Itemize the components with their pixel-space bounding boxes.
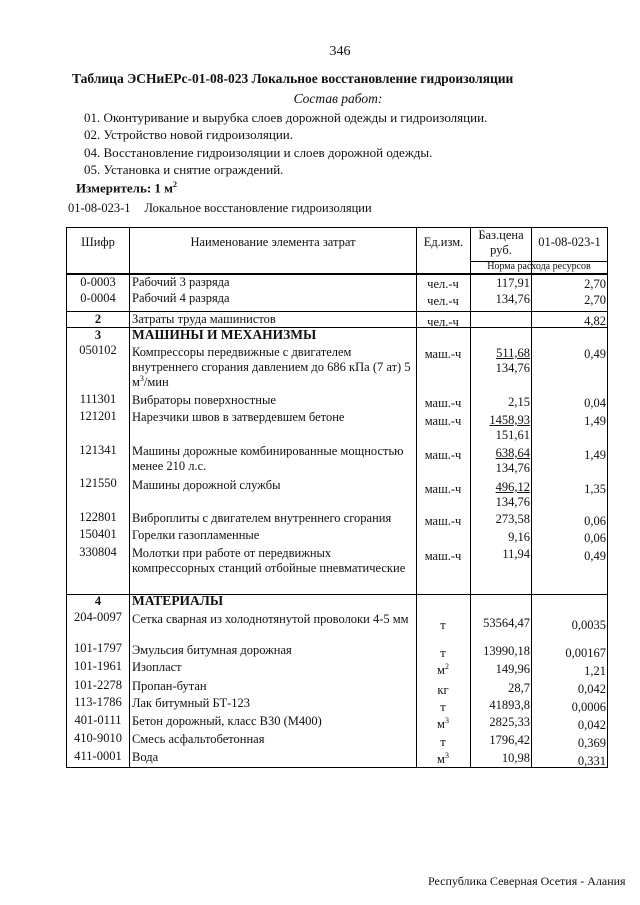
row-unit-sup: 3	[444, 715, 449, 725]
header-name: Наименование элемента затрат	[190, 235, 356, 249]
row-price: 117,91	[496, 276, 530, 290]
header-norm: 01-08-023-1	[538, 235, 601, 249]
row-unit: чел.-ч	[427, 277, 459, 291]
header-code: Шифр	[81, 235, 115, 249]
row-price: 511,68	[496, 346, 530, 360]
row-code: 113-1786	[74, 695, 122, 709]
row-code: 101-1961	[74, 659, 122, 673]
row-price: 53564,47	[483, 616, 530, 630]
row-unit: маш.-ч	[424, 549, 462, 563]
row-name: Эмульсия битумная дорожная	[132, 643, 292, 657]
row-norm: 1,49	[584, 448, 606, 462]
row-name: Сетка сварная из холоднотянутой проволоки 4-5 мм	[132, 612, 409, 626]
row-price: 9,16	[508, 530, 530, 544]
row-price: 2,15	[508, 395, 530, 409]
row-price-secondary: 134,76	[495, 461, 530, 475]
footer-region: Республика Северная Осетия - Алания	[428, 874, 626, 888]
header-price-line2: руб.	[490, 243, 512, 257]
row-norm: 2,70	[584, 293, 606, 307]
row-code: 401-0111	[74, 713, 122, 727]
section-title: МАШИНЫ И МЕХАНИЗМЫ	[132, 327, 317, 342]
row-code: 150401	[79, 527, 117, 541]
table-title: Таблица ЭСНиЕРс-01-08-023 Локальное восстановление гидроизоляции	[72, 71, 514, 86]
row-code: 111301	[79, 392, 117, 406]
row-price-secondary: 134,76	[495, 495, 530, 509]
row-price-secondary: 151,61	[495, 428, 530, 442]
row-unit: маш.-ч	[424, 396, 462, 410]
row-price: 41893,8	[489, 698, 530, 712]
row-norm: 0,06	[584, 514, 606, 528]
section-code: 4	[94, 594, 102, 608]
row-name: Машины дорожной службы	[132, 478, 281, 492]
row-price: 134,76	[495, 292, 530, 306]
row-name: Смесь асфальтобетонная	[132, 732, 265, 746]
row-code: 330804	[79, 545, 117, 559]
composition-heading: Состав работ:	[293, 91, 383, 106]
measure-unit	[76, 180, 177, 196]
row-code: 204-0097	[74, 610, 122, 624]
row-code: 2	[94, 312, 102, 326]
operation-item: 01. Оконтуривание и вырубка слоев дорожной одежды и гидроизоляции.	[84, 110, 488, 125]
row-unit: т	[440, 646, 446, 660]
operation-item: 05. Установка и снятие ограждений.	[84, 162, 284, 177]
row-norm: 0,042	[577, 682, 606, 696]
row-price: 28,7	[508, 681, 530, 695]
row-name: Затраты труда машинистов	[132, 312, 276, 326]
header-price-line1: Баз.цена	[478, 228, 524, 242]
row-unit-text: м	[437, 717, 445, 731]
row-code: 050102	[79, 343, 117, 357]
row-unit: чел.-ч	[427, 294, 459, 308]
row-unit: маш.-ч	[424, 448, 462, 462]
section-title: МАТЕРИАЛЫ	[132, 593, 224, 608]
row-norm: 0,042	[577, 718, 606, 732]
row-name-text: Компрессоры передвижные с двигателем внутреннего сгорания давлением до 686 кПа (7 ат) 5 м	[132, 345, 411, 389]
operation-item: 02. Устройство новой гидроизоляции.	[84, 127, 294, 142]
row-price-secondary: 134,76	[495, 361, 530, 375]
row-norm: 1,21	[584, 664, 606, 678]
code-line-text: Локальное восстановление гидроизоляции	[144, 201, 372, 215]
row-norm: 0,49	[584, 347, 606, 361]
row-name: Рабочий 3 разряда	[132, 275, 230, 289]
row-unit: т	[440, 735, 446, 749]
row-norm: 0,369	[577, 736, 606, 750]
row-name: Лак битумный БТ-123	[132, 696, 251, 710]
row-unit: маш.-ч	[424, 347, 462, 361]
row-name: Машины дорожные комбинированные мощностью менее 210 л.с.	[132, 444, 404, 473]
code-line-code: 01-08-023-1	[68, 201, 131, 215]
row-norm: 2,70	[584, 277, 606, 291]
row-norm: 0,49	[584, 549, 606, 563]
row-unit: т	[440, 700, 446, 714]
row-name: Вибраторы поверхностные	[132, 393, 276, 407]
row-unit: кг	[437, 683, 449, 697]
code-line	[68, 201, 372, 216]
row-price: 10,98	[501, 751, 530, 765]
row-price: 149,96	[495, 662, 530, 676]
row-code: 410-9010	[74, 731, 122, 745]
section-code: 3	[94, 328, 102, 342]
row-unit-sup: 3	[444, 750, 449, 760]
row-code: 121341	[79, 443, 117, 457]
row-code: 121550	[79, 476, 117, 490]
row-norm: 0,0006	[571, 700, 606, 714]
row-code: 122801	[79, 510, 117, 524]
header-unit: Ед.изм.	[423, 235, 464, 249]
row-name	[130, 345, 417, 390]
row-code: 121201	[79, 409, 117, 423]
row-name: Бетон дорожный, класс В30 (М400)	[132, 714, 322, 728]
row-name: Горелки газопламенные	[132, 528, 260, 542]
row-price: 11,94	[502, 547, 530, 561]
row-norm: 0,331	[577, 754, 606, 768]
row-name: Рабочий 4 разряда	[132, 291, 230, 305]
row-price: 638,64	[495, 446, 530, 460]
operation-item: 04. Восстановление гидроизоляции и слоев дорожной одежды.	[84, 145, 433, 160]
row-unit: маш.-ч	[424, 514, 462, 528]
row-unit	[417, 717, 469, 732]
row-code: 0-0003	[80, 275, 116, 289]
row-price: 2825,33	[489, 715, 530, 729]
row-norm: 1,35	[584, 482, 606, 496]
row-unit-text: м	[437, 752, 445, 766]
row-norm: 0,06	[584, 531, 606, 545]
row-code: 0-0004	[80, 291, 116, 305]
row-norm: 4,82	[584, 314, 606, 328]
row-name-tail: /мин	[143, 375, 169, 389]
row-unit-sup: 2	[444, 661, 449, 671]
row-price: 273,58	[495, 512, 530, 526]
measure-label: Измеритель: 1 м	[76, 180, 174, 196]
subheader-norm: Норма расхода ресурсов	[487, 261, 591, 272]
row-norm: 0,04	[584, 396, 606, 410]
row-code: 101-2278	[74, 678, 122, 692]
row-name: Виброплиты с двигателем внутреннего сгорания	[132, 511, 392, 525]
row-name: Молотки при работе от передвижных компрессорных станций отбойные пневматические	[132, 546, 406, 575]
row-price: 1796,42	[489, 733, 530, 747]
row-unit: чел.-ч	[427, 315, 459, 329]
row-name: Пропан-бутан	[132, 679, 207, 693]
row-unit	[417, 663, 469, 678]
row-name: Изопласт	[132, 660, 182, 674]
row-price: 496,12	[495, 480, 530, 494]
row-unit	[417, 752, 469, 767]
row-unit-text: м	[437, 663, 445, 677]
row-name: Вода	[132, 750, 159, 764]
row-unit: т	[440, 618, 446, 632]
row-price: 1458,93	[489, 413, 530, 427]
row-name: Нарезчики швов в затвердевшем бетоне	[132, 410, 345, 424]
row-unit: маш.-ч	[424, 414, 462, 428]
row-norm: 0,0035	[571, 618, 606, 632]
page-number: 346	[329, 44, 351, 59]
row-norm: 1,49	[584, 414, 606, 428]
resource-table	[66, 227, 608, 768]
row-code: 101-1797	[74, 641, 122, 655]
measure-power: 2	[173, 180, 178, 189]
row-code: 411-0001	[74, 749, 122, 763]
row-price: 13990,18	[483, 644, 530, 658]
row-norm: 0,00167	[565, 646, 606, 660]
row-name-sup: 3	[139, 373, 144, 383]
row-unit: маш.-ч	[424, 482, 462, 496]
